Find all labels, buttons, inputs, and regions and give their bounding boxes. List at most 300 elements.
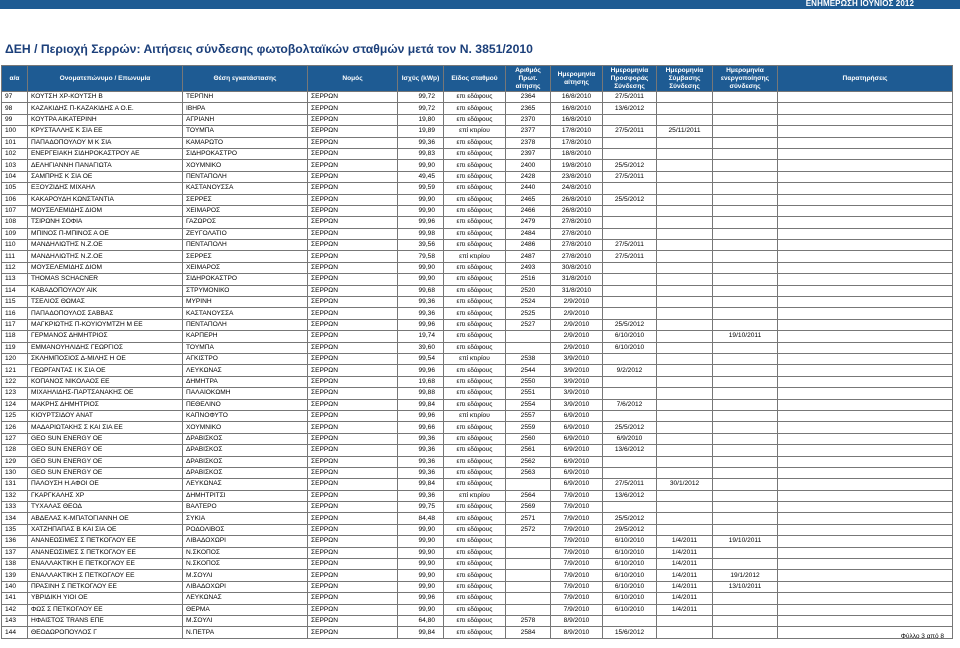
table-row xyxy=(2,513,953,524)
cell-activation-date xyxy=(713,148,778,159)
cell-activation-date xyxy=(713,171,778,182)
cell-remarks xyxy=(778,194,953,205)
cell-station-type: επι εδάφους xyxy=(444,274,506,285)
cell-application-date: 16/8/2010 xyxy=(551,114,603,125)
table-row xyxy=(2,262,953,273)
cell-name: ΗΦΑΙΣΤΟΣ TRANS ΕΠΕ xyxy=(28,615,183,626)
cell-remarks xyxy=(778,205,953,216)
cell-location: ΡΟΔΟΛΙΒΟΣ xyxy=(183,524,308,535)
cell-application-date: 8/9/2010 xyxy=(551,627,603,638)
cell-power: 99,90 xyxy=(398,547,444,558)
cell-contract-date xyxy=(657,251,713,262)
cell-prefecture: ΣΕΡΡΩΝ xyxy=(308,536,398,547)
cell-aa: 142 xyxy=(2,604,28,615)
table-row xyxy=(2,274,953,285)
cell-activation-date xyxy=(713,103,778,114)
cell-station-type: επι εδάφους xyxy=(444,365,506,376)
cell-application-date: 27/8/2010 xyxy=(551,240,603,251)
cell-aa: 134 xyxy=(2,513,28,524)
table-row xyxy=(2,92,953,103)
cell-location: ΣΥΚΙΑ xyxy=(183,513,308,524)
cell-power: 99,36 xyxy=(398,445,444,456)
cell-activation-date xyxy=(713,126,778,137)
cell-remarks xyxy=(778,126,953,137)
cell-location: ΛΕΥΚΩΝΑΣ xyxy=(183,479,308,490)
cell-location: ΚΑΣΤΑΝΟΥΣΣΑ xyxy=(183,308,308,319)
cell-aa: 144 xyxy=(2,627,28,638)
cell-prefecture: ΣΕΡΡΩΝ xyxy=(308,205,398,216)
cell-name: ΘΕΟΔΩΡΟΠΟΥΛΟΣ Γ xyxy=(28,627,183,638)
cell-application-date: 6/9/2010 xyxy=(551,456,603,467)
column-header-protocol-no: Αριθμός Πρωτ. αίτησης xyxy=(506,66,551,92)
sheet-page-label: Φύλλο 3 από 8 xyxy=(900,633,944,640)
cell-station-type: επι εδάφους xyxy=(444,240,506,251)
cell-station-type: επι εδάφους xyxy=(444,593,506,604)
cell-remarks xyxy=(778,513,953,524)
cell-protocol-no: 2525 xyxy=(506,308,551,319)
cell-remarks xyxy=(778,331,953,342)
table-row xyxy=(2,479,953,490)
cell-protocol-no: 2484 xyxy=(506,228,551,239)
cell-prefecture: ΣΕΡΡΩΝ xyxy=(308,251,398,262)
cell-station-type: επι εδάφους xyxy=(444,262,506,273)
cell-name: ΜΟΥΣΕΛΕΜΙΔΗΣ ΔΙΟΜ xyxy=(28,262,183,273)
cell-aa: 108 xyxy=(2,217,28,228)
cell-offer-date xyxy=(603,285,657,296)
cell-station-type: επι εδάφους xyxy=(444,570,506,581)
cell-aa: 122 xyxy=(2,376,28,387)
cell-location: ΛΕΥΚΩΝΑΣ xyxy=(183,593,308,604)
cell-contract-date xyxy=(657,353,713,364)
cell-activation-date xyxy=(713,445,778,456)
cell-offer-date xyxy=(603,114,657,125)
cell-power: 99,72 xyxy=(398,103,444,114)
cell-contract-date xyxy=(657,160,713,171)
cell-activation-date xyxy=(713,297,778,308)
cell-remarks xyxy=(778,240,953,251)
cell-activation-date xyxy=(713,490,778,501)
cell-aa: 124 xyxy=(2,399,28,410)
cell-prefecture: ΣΕΡΡΩΝ xyxy=(308,388,398,399)
cell-name: ΓΚΑΡΓΚΑΛΗΣ ΧΡ xyxy=(28,490,183,501)
cell-aa: 99 xyxy=(2,114,28,125)
cell-contract-date xyxy=(657,365,713,376)
cell-name: ΚΡΥΣΤΑΛΛΗΣ Κ ΣΙΑ ΕΕ xyxy=(28,126,183,137)
cell-prefecture: ΣΕΡΡΩΝ xyxy=(308,593,398,604)
cell-offer-date: 6/10/2010 xyxy=(603,581,657,592)
cell-application-date: 2/9/2010 xyxy=(551,308,603,319)
cell-application-date: 7/9/2010 xyxy=(551,536,603,547)
cell-offer-date xyxy=(603,205,657,216)
cell-power: 99,96 xyxy=(398,217,444,228)
cell-offer-date: 6/10/2010 xyxy=(603,559,657,570)
cell-prefecture: ΣΕΡΡΩΝ xyxy=(308,319,398,330)
cell-contract-date: 1/4/2011 xyxy=(657,570,713,581)
cell-power: 19,89 xyxy=(398,126,444,137)
cell-power: 49,45 xyxy=(398,171,444,182)
cell-prefecture: ΣΕΡΡΩΝ xyxy=(308,262,398,273)
cell-aa: 136 xyxy=(2,536,28,547)
cell-power: 99,90 xyxy=(398,604,444,615)
cell-aa: 104 xyxy=(2,171,28,182)
cell-contract-date xyxy=(657,308,713,319)
cell-power: 99,36 xyxy=(398,308,444,319)
cell-prefecture: ΣΕΡΡΩΝ xyxy=(308,581,398,592)
cell-activation-date xyxy=(713,114,778,125)
cell-offer-date xyxy=(603,376,657,387)
cell-protocol-no xyxy=(506,479,551,490)
cell-location: ΚΑΡΠΕΡΗ xyxy=(183,331,308,342)
cell-remarks xyxy=(778,456,953,467)
cell-station-type: επι εδάφους xyxy=(444,148,506,159)
cell-remarks xyxy=(778,251,953,262)
cell-protocol-no: 2364 xyxy=(506,92,551,103)
cell-remarks xyxy=(778,467,953,478)
cell-aa: 131 xyxy=(2,479,28,490)
cell-remarks xyxy=(778,593,953,604)
cell-remarks xyxy=(778,547,953,558)
cell-application-date: 2/9/2010 xyxy=(551,297,603,308)
cell-offer-date xyxy=(603,274,657,285)
cell-application-date: 23/8/2010 xyxy=(551,171,603,182)
cell-application-date: 6/9/2010 xyxy=(551,410,603,421)
cell-contract-date: 1/4/2011 xyxy=(657,581,713,592)
cell-activation-date xyxy=(713,228,778,239)
cell-contract-date xyxy=(657,262,713,273)
cell-protocol-no: 2563 xyxy=(506,467,551,478)
cell-location: ΚΑΣΤΑΝΟΥΣΣΑ xyxy=(183,183,308,194)
cell-contract-date xyxy=(657,513,713,524)
cell-location: ΠΕΝΤΑΠΟΛΗ xyxy=(183,319,308,330)
cell-station-type: επι εδάφους xyxy=(444,103,506,114)
column-header-activation-date: Ημερομηνία ενεργοποίησης σύνδεσης xyxy=(713,66,778,92)
cell-contract-date: 30/1/2012 xyxy=(657,479,713,490)
cell-prefecture: ΣΕΡΡΩΝ xyxy=(308,422,398,433)
cell-power: 19,68 xyxy=(398,376,444,387)
cell-prefecture: ΣΕΡΡΩΝ xyxy=(308,114,398,125)
cell-station-type: επι εδάφους xyxy=(444,502,506,513)
cell-aa: 118 xyxy=(2,331,28,342)
cell-power: 39,60 xyxy=(398,342,444,353)
cell-remarks xyxy=(778,308,953,319)
cell-location: ΧΕΙΜΑΡΟΣ xyxy=(183,205,308,216)
cell-location: ΑΓΡΙΑΝΗ xyxy=(183,114,308,125)
cell-activation-date xyxy=(713,399,778,410)
table-row xyxy=(2,353,953,364)
cell-power: 99,96 xyxy=(398,410,444,421)
cell-activation-date: 19/1/2012 xyxy=(713,570,778,581)
cell-power: 99,90 xyxy=(398,274,444,285)
cell-protocol-no: 2562 xyxy=(506,456,551,467)
cell-name: THOMAS SCHACNER xyxy=(28,274,183,285)
table-row xyxy=(2,251,953,262)
table-row xyxy=(2,547,953,558)
cell-name: ΑΝΑΝΕΩΣΙΜΕΣ Σ ΠΕΤΚΟΓΛΟΥ ΕΕ xyxy=(28,536,183,547)
cell-protocol-no: 2571 xyxy=(506,513,551,524)
cell-activation-date xyxy=(713,92,778,103)
cell-prefecture: ΣΕΡΡΩΝ xyxy=(308,365,398,376)
cell-offer-date xyxy=(603,615,657,626)
cell-location: ΤΟΥΜΠΑ xyxy=(183,126,308,137)
cell-station-type: επι εδάφους xyxy=(444,92,506,103)
cell-protocol-no: 2487 xyxy=(506,251,551,262)
cell-prefecture: ΣΕΡΡΩΝ xyxy=(308,559,398,570)
cell-aa: 116 xyxy=(2,308,28,319)
cell-location: Ν.ΣΚΟΠΟΣ xyxy=(183,547,308,558)
cell-contract-date xyxy=(657,217,713,228)
cell-protocol-no: 2516 xyxy=(506,274,551,285)
cell-offer-date: 27/5/2011 xyxy=(603,171,657,182)
cell-offer-date xyxy=(603,148,657,159)
cell-application-date: 27/8/2010 xyxy=(551,251,603,262)
cell-location: ΛΙΒΑΔΟΧΩΡΙ xyxy=(183,536,308,547)
cell-contract-date xyxy=(657,467,713,478)
cell-remarks xyxy=(778,388,953,399)
cell-protocol-no: 2400 xyxy=(506,160,551,171)
cell-station-type: επι εδάφους xyxy=(444,342,506,353)
cell-prefecture: ΣΕΡΡΩΝ xyxy=(308,604,398,615)
cell-station-type: επι εδάφους xyxy=(444,183,506,194)
cell-activation-date xyxy=(713,160,778,171)
cell-prefecture: ΣΕΡΡΩΝ xyxy=(308,103,398,114)
column-header-station-type: Είδος σταθμού xyxy=(444,66,506,92)
cell-location: Ν.ΣΚΟΠΟΣ xyxy=(183,559,308,570)
table-row xyxy=(2,205,953,216)
cell-aa: 121 xyxy=(2,365,28,376)
cell-name: ΧΑΤΖΗΠΑΠΑΣ Β ΚΑΙ ΣΙΑ ΟΕ xyxy=(28,524,183,535)
cell-name: ΤΣΙΡΩΝΗ ΣΟΦΙΑ xyxy=(28,217,183,228)
cell-power: 99,36 xyxy=(398,467,444,478)
cell-power: 99,36 xyxy=(398,137,444,148)
cell-application-date: 6/9/2010 xyxy=(551,479,603,490)
cell-protocol-no: 2520 xyxy=(506,285,551,296)
cell-station-type: επι εδάφους xyxy=(444,479,506,490)
cell-activation-date xyxy=(713,627,778,638)
cell-name: ΣΑΜΠΡΗΣ Κ ΣΙΑ ΟΕ xyxy=(28,171,183,182)
cell-name: ΑΝΑΝΕΩΣΙΜΕΣ Σ ΠΕΤΚΟΓΛΟΥ ΕΕ xyxy=(28,547,183,558)
cell-prefecture: ΣΕΡΡΩΝ xyxy=(308,570,398,581)
cell-station-type: επί κτιρίου xyxy=(444,410,506,421)
cell-contract-date xyxy=(657,297,713,308)
cell-location: ΠΑΛΑΙΟΚΩΜΗ xyxy=(183,388,308,399)
cell-protocol-no: 2554 xyxy=(506,399,551,410)
table-row xyxy=(2,103,953,114)
cell-activation-date xyxy=(713,524,778,535)
cell-prefecture: ΣΕΡΡΩΝ xyxy=(308,433,398,444)
cell-prefecture: ΣΕΡΡΩΝ xyxy=(308,160,398,171)
cell-contract-date xyxy=(657,422,713,433)
cell-location: ΔΡΑΒΙΣΚΟΣ xyxy=(183,433,308,444)
update-label: ΕΝΗΜΕΡΩΣΗ ΙΟΥΝΙΟΣ 2012 xyxy=(805,0,914,8)
cell-station-type: επι εδάφους xyxy=(444,467,506,478)
cell-remarks xyxy=(778,92,953,103)
cell-contract-date xyxy=(657,490,713,501)
cell-name: ΓΕΡΜΑΝΟΣ ΔΗΜΗΤΡΙΟΣ xyxy=(28,331,183,342)
cell-remarks xyxy=(778,536,953,547)
cell-application-date: 26/8/2010 xyxy=(551,205,603,216)
cell-application-date: 7/9/2010 xyxy=(551,513,603,524)
cell-aa: 141 xyxy=(2,593,28,604)
cell-application-date: 16/8/2010 xyxy=(551,103,603,114)
cell-power: 99,59 xyxy=(398,183,444,194)
cell-name: ΜΑΝΔΗΛΙΩΤΗΣ Ν.Ζ.ΟΕ xyxy=(28,240,183,251)
cell-remarks xyxy=(778,410,953,421)
cell-location: Μ.ΣΟΥΛΙ xyxy=(183,615,308,626)
table-row xyxy=(2,627,953,638)
cell-aa: 106 xyxy=(2,194,28,205)
table-row xyxy=(2,399,953,410)
cell-location: ΧΟΥΜΝΙΚΟ xyxy=(183,160,308,171)
cell-application-date: 24/8/2010 xyxy=(551,183,603,194)
cell-remarks xyxy=(778,445,953,456)
cell-name: GEO SUN ENERGY OE xyxy=(28,445,183,456)
cell-application-date: 7/9/2010 xyxy=(551,604,603,615)
cell-power: 99,96 xyxy=(398,365,444,376)
cell-prefecture: ΣΕΡΡΩΝ xyxy=(308,183,398,194)
cell-application-date: 31/8/2010 xyxy=(551,285,603,296)
table-row xyxy=(2,331,953,342)
cell-contract-date xyxy=(657,205,713,216)
cell-application-date: 6/9/2010 xyxy=(551,422,603,433)
cell-name: ΕΞΟΥΖΙΔΗΣ ΜΙΧΑΗΛ xyxy=(28,183,183,194)
cell-application-date: 7/9/2010 xyxy=(551,547,603,558)
cell-station-type: επι εδάφους xyxy=(444,228,506,239)
table-row xyxy=(2,490,953,501)
cell-location: ΣΙΔΗΡΟΚΑΣΤΡΟ xyxy=(183,148,308,159)
cell-station-type: επί κτιρίου xyxy=(444,126,506,137)
table-row xyxy=(2,581,953,592)
cell-offer-date: 27/5/2011 xyxy=(603,479,657,490)
cell-location: ΧΕΙΜΑΡΟΣ xyxy=(183,262,308,273)
cell-offer-date: 13/6/2012 xyxy=(603,490,657,501)
cell-protocol-no: 2544 xyxy=(506,365,551,376)
cell-activation-date xyxy=(713,365,778,376)
cell-prefecture: ΣΕΡΡΩΝ xyxy=(308,308,398,319)
cell-station-type: επι εδάφους xyxy=(444,615,506,626)
table-row xyxy=(2,228,953,239)
cell-location: ΑΓΚΙΣΤΡΟ xyxy=(183,353,308,364)
table-row xyxy=(2,410,953,421)
cell-prefecture: ΣΕΡΡΩΝ xyxy=(308,479,398,490)
cell-prefecture: ΣΕΡΡΩΝ xyxy=(308,615,398,626)
cell-protocol-no: 2524 xyxy=(506,297,551,308)
cell-application-date: 2/9/2010 xyxy=(551,342,603,353)
cell-prefecture: ΣΕΡΡΩΝ xyxy=(308,353,398,364)
cell-power: 39,56 xyxy=(398,240,444,251)
cell-aa: 103 xyxy=(2,160,28,171)
cell-offer-date: 6/10/2010 xyxy=(603,342,657,353)
cell-protocol-no: 2572 xyxy=(506,524,551,535)
cell-application-date: 30/8/2010 xyxy=(551,262,603,273)
cell-protocol-no xyxy=(506,331,551,342)
cell-offer-date xyxy=(603,467,657,478)
column-header-location: Θέση εγκατάστασης xyxy=(183,66,308,92)
table-row xyxy=(2,217,953,228)
cell-protocol-no: 2466 xyxy=(506,205,551,216)
cell-activation-date xyxy=(713,467,778,478)
table-row xyxy=(2,445,953,456)
cell-prefecture: ΣΕΡΡΩΝ xyxy=(308,502,398,513)
cell-activation-date xyxy=(713,376,778,387)
cell-remarks xyxy=(778,183,953,194)
cell-application-date: 6/9/2010 xyxy=(551,433,603,444)
cell-protocol-no: 2397 xyxy=(506,148,551,159)
cell-station-type: επι εδάφους xyxy=(444,319,506,330)
table-row xyxy=(2,137,953,148)
cell-offer-date: 27/5/2011 xyxy=(603,240,657,251)
cell-prefecture: ΣΕΡΡΩΝ xyxy=(308,331,398,342)
cell-application-date: 27/8/2010 xyxy=(551,228,603,239)
cell-remarks xyxy=(778,228,953,239)
cell-protocol-no: 2560 xyxy=(506,433,551,444)
cell-remarks xyxy=(778,524,953,535)
cell-protocol-no: 2428 xyxy=(506,171,551,182)
cell-station-type: επι εδάφους xyxy=(444,536,506,547)
cell-protocol-no: 2584 xyxy=(506,627,551,638)
cell-contract-date xyxy=(657,502,713,513)
cell-activation-date xyxy=(713,456,778,467)
cell-protocol-no xyxy=(506,559,551,570)
cell-aa: 114 xyxy=(2,285,28,296)
cell-offer-date: 6/10/2010 xyxy=(603,536,657,547)
cell-location: ΙΒΗΡΑ xyxy=(183,103,308,114)
cell-name: GEO SUN ENERGY OE xyxy=(28,433,183,444)
cell-location: ΔΗΜΗΤΡΑ xyxy=(183,376,308,387)
cell-station-type: επι εδάφους xyxy=(444,217,506,228)
table-row xyxy=(2,604,953,615)
table-row xyxy=(2,308,953,319)
cell-station-type: επί κτιρίου xyxy=(444,353,506,364)
cell-remarks xyxy=(778,570,953,581)
cell-remarks xyxy=(778,422,953,433)
cell-prefecture: ΣΕΡΡΩΝ xyxy=(308,240,398,251)
table-row xyxy=(2,388,953,399)
cell-aa: 127 xyxy=(2,433,28,444)
cell-location: ΛΕΥΚΩΝΑΣ xyxy=(183,365,308,376)
cell-station-type: επι εδάφους xyxy=(444,205,506,216)
cell-aa: 100 xyxy=(2,126,28,137)
table-row xyxy=(2,319,953,330)
cell-remarks xyxy=(778,479,953,490)
cell-remarks xyxy=(778,433,953,444)
cell-station-type: επι εδάφους xyxy=(444,388,506,399)
cell-station-type: επι εδάφους xyxy=(444,194,506,205)
cell-power: 19,74 xyxy=(398,331,444,342)
cell-name: ΜΑΚΡΗΣ ΔΗΜΗΤΡΙΟΣ xyxy=(28,399,183,410)
cell-aa: 97 xyxy=(2,92,28,103)
cell-location: ΤΟΥΜΠΑ xyxy=(183,342,308,353)
table-row xyxy=(2,114,953,125)
cell-offer-date: 6/9/2010 xyxy=(603,433,657,444)
cell-aa: 133 xyxy=(2,502,28,513)
cell-remarks xyxy=(778,319,953,330)
cell-station-type: επι εδάφους xyxy=(444,137,506,148)
cell-location: ΣΤΡΥΜΟΝΙΚΟ xyxy=(183,285,308,296)
column-header-contract-date: Ημερομηνία Σύμβασης Σύνδεσης xyxy=(657,66,713,92)
table-row xyxy=(2,126,953,137)
table-row xyxy=(2,559,953,570)
table-row xyxy=(2,171,953,182)
cell-contract-date xyxy=(657,376,713,387)
cell-power: 64,80 xyxy=(398,615,444,626)
cell-power: 99,75 xyxy=(398,502,444,513)
column-header-prefecture: Νομός xyxy=(308,66,398,92)
cell-prefecture: ΣΕΡΡΩΝ xyxy=(308,297,398,308)
cell-power: 99,90 xyxy=(398,570,444,581)
cell-offer-date xyxy=(603,456,657,467)
cell-protocol-no: 2479 xyxy=(506,217,551,228)
cell-offer-date xyxy=(603,262,657,273)
